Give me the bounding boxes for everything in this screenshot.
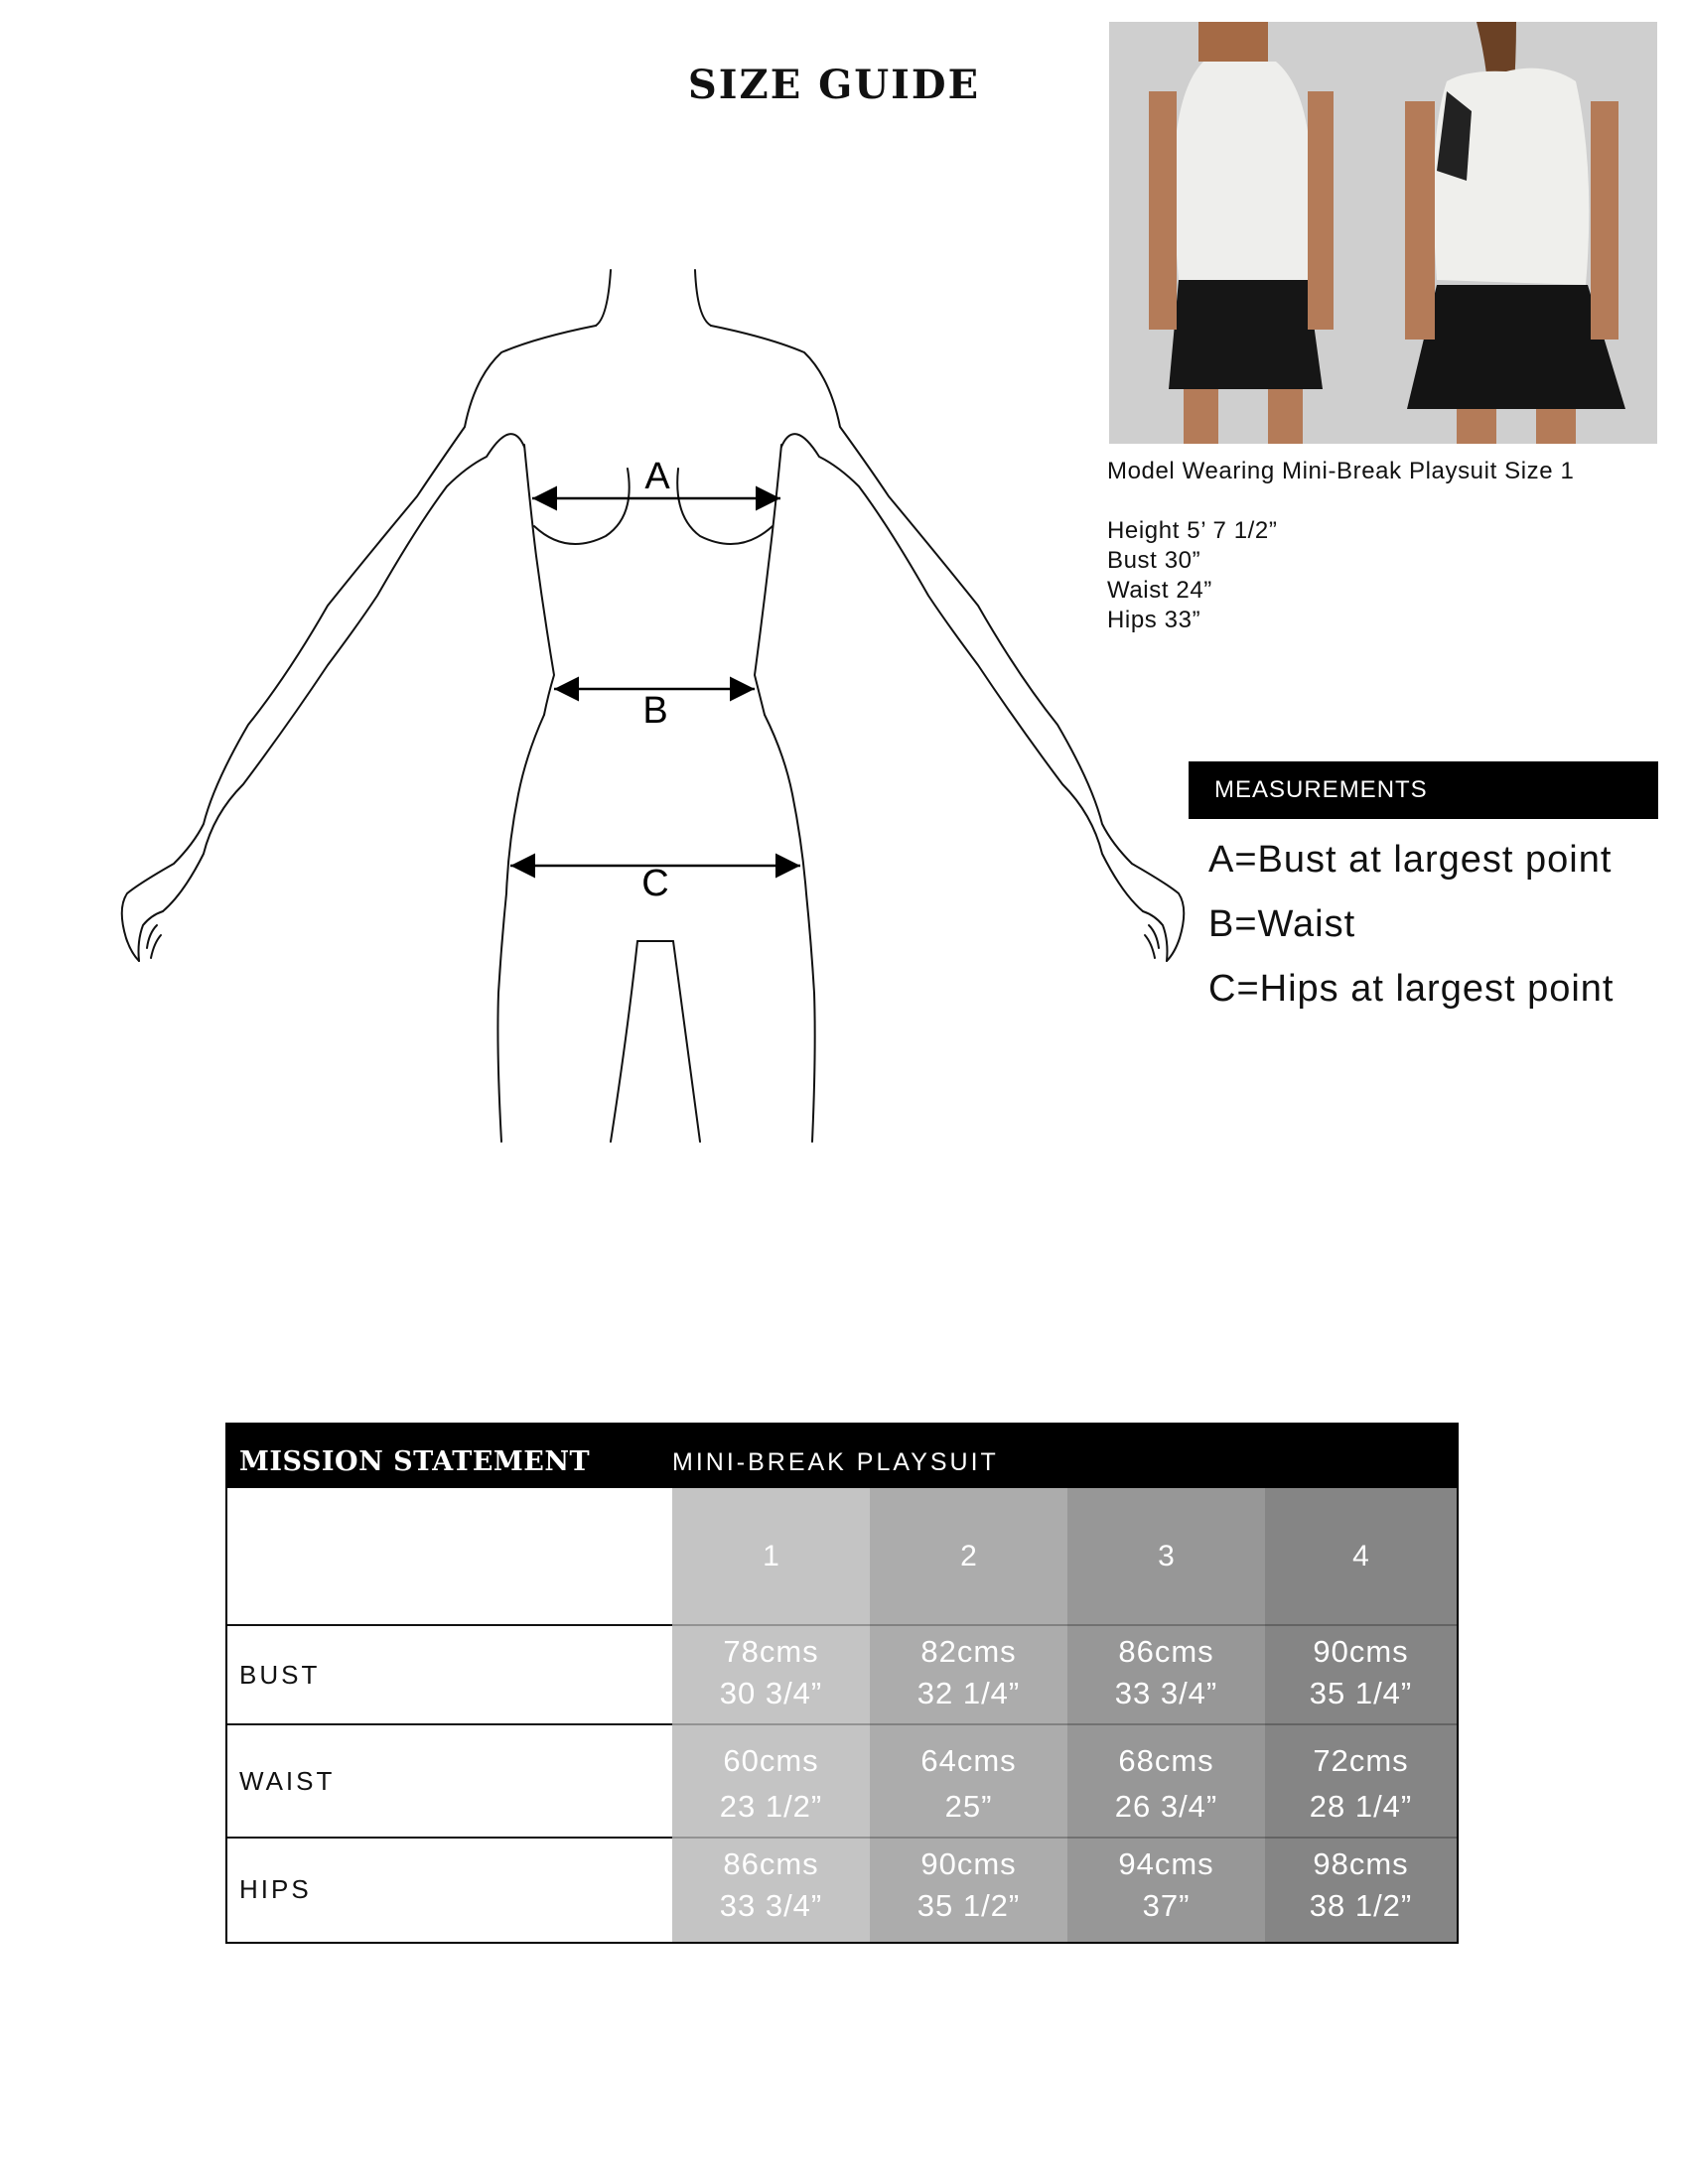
table-cell: [1067, 1625, 1265, 1724]
measurements-header: MEASUREMENTS: [1189, 761, 1658, 819]
value-inches: 33 3/4”: [1114, 1676, 1218, 1710]
value-inches: 35 1/2”: [916, 1888, 1021, 1923]
table-cell: [672, 1625, 870, 1724]
value-inches: 25”: [944, 1789, 993, 1824]
brand-name: MISSION STATEMENT: [239, 1446, 591, 1477]
size-header-2: 2: [870, 1488, 1067, 1625]
value-cm: 82cms: [920, 1634, 1017, 1669]
size-header-4: 4: [1265, 1488, 1457, 1625]
size-header-1: 1: [672, 1488, 870, 1625]
model-hips: Hips 33”: [1107, 607, 1201, 633]
table-cell: [870, 1838, 1067, 1942]
row-divider-shaded: [672, 1723, 1457, 1725]
value-cm: 68cms: [1118, 1743, 1214, 1778]
value-cm: 86cms: [723, 1846, 819, 1881]
measurement-b: B=Waist: [1208, 903, 1356, 945]
body-measurement-diagram: [99, 248, 1211, 1161]
table-cell: [870, 1724, 1067, 1838]
model-bust: Bust 30”: [1107, 547, 1201, 574]
value-cm: 86cms: [1118, 1634, 1214, 1669]
value-cm: 78cms: [723, 1634, 819, 1669]
page-title: SIZE GUIDE: [687, 62, 981, 108]
model-height: Height 5’ 7 1/2”: [1107, 517, 1278, 544]
value-inches: 23 1/2”: [719, 1789, 823, 1824]
table-cell: [1265, 1724, 1457, 1838]
table-cell: [870, 1625, 1067, 1724]
size-header-3: 3: [1067, 1488, 1265, 1625]
value-inches: 37”: [1142, 1888, 1191, 1923]
value-inches: 26 3/4”: [1114, 1789, 1218, 1824]
table-header: [227, 1425, 1457, 1488]
model-stats: [1107, 516, 1277, 635]
measurements-list: [1208, 832, 1614, 1025]
diagram-label-b: B: [642, 690, 668, 732]
model-caption: Model Wearing Mini-Break Playsuit Size 1: [1107, 458, 1575, 484]
value-inches: 32 1/4”: [916, 1676, 1021, 1710]
size-table: [225, 1423, 1459, 1944]
model-photo: [1109, 22, 1657, 444]
value-cm: 94cms: [1118, 1846, 1214, 1881]
row-divider-shaded: [672, 1624, 1457, 1626]
value-inches: 28 1/4”: [1309, 1789, 1413, 1824]
value-cm: 64cms: [920, 1743, 1017, 1778]
row-label-bust: BUST: [239, 1659, 321, 1690]
diagram-label-a: A: [644, 456, 670, 497]
row-label-waist: WAIST: [239, 1765, 336, 1796]
measurement-c: C=Hips at largest point: [1208, 968, 1615, 1010]
value-inches: 38 1/2”: [1309, 1888, 1413, 1923]
value-inches: 30 3/4”: [719, 1676, 823, 1710]
value-cm: 90cms: [1313, 1634, 1409, 1669]
table-cell: [672, 1838, 870, 1942]
row-divider-shaded: [672, 1837, 1457, 1839]
value-cm: 90cms: [920, 1846, 1017, 1881]
table-cell: [1067, 1838, 1265, 1942]
table-cell: [672, 1724, 870, 1838]
value-cm: 98cms: [1313, 1846, 1409, 1881]
value-cm: 72cms: [1313, 1743, 1409, 1778]
value-inches: 33 3/4”: [719, 1888, 823, 1923]
table-cell: [1067, 1724, 1265, 1838]
measurement-a: A=Bust at largest point: [1208, 839, 1613, 881]
diagram-label-c: C: [641, 863, 669, 904]
table-cell: [1265, 1838, 1457, 1942]
row-label-hips: HIPS: [239, 1874, 312, 1904]
value-cm: 60cms: [723, 1743, 819, 1778]
model-waist: Waist 24”: [1107, 577, 1212, 604]
value-inches: 35 1/4”: [1309, 1676, 1413, 1710]
product-name: MINI-BREAK PLAYSUIT: [672, 1448, 999, 1476]
table-cell: [1265, 1625, 1457, 1724]
